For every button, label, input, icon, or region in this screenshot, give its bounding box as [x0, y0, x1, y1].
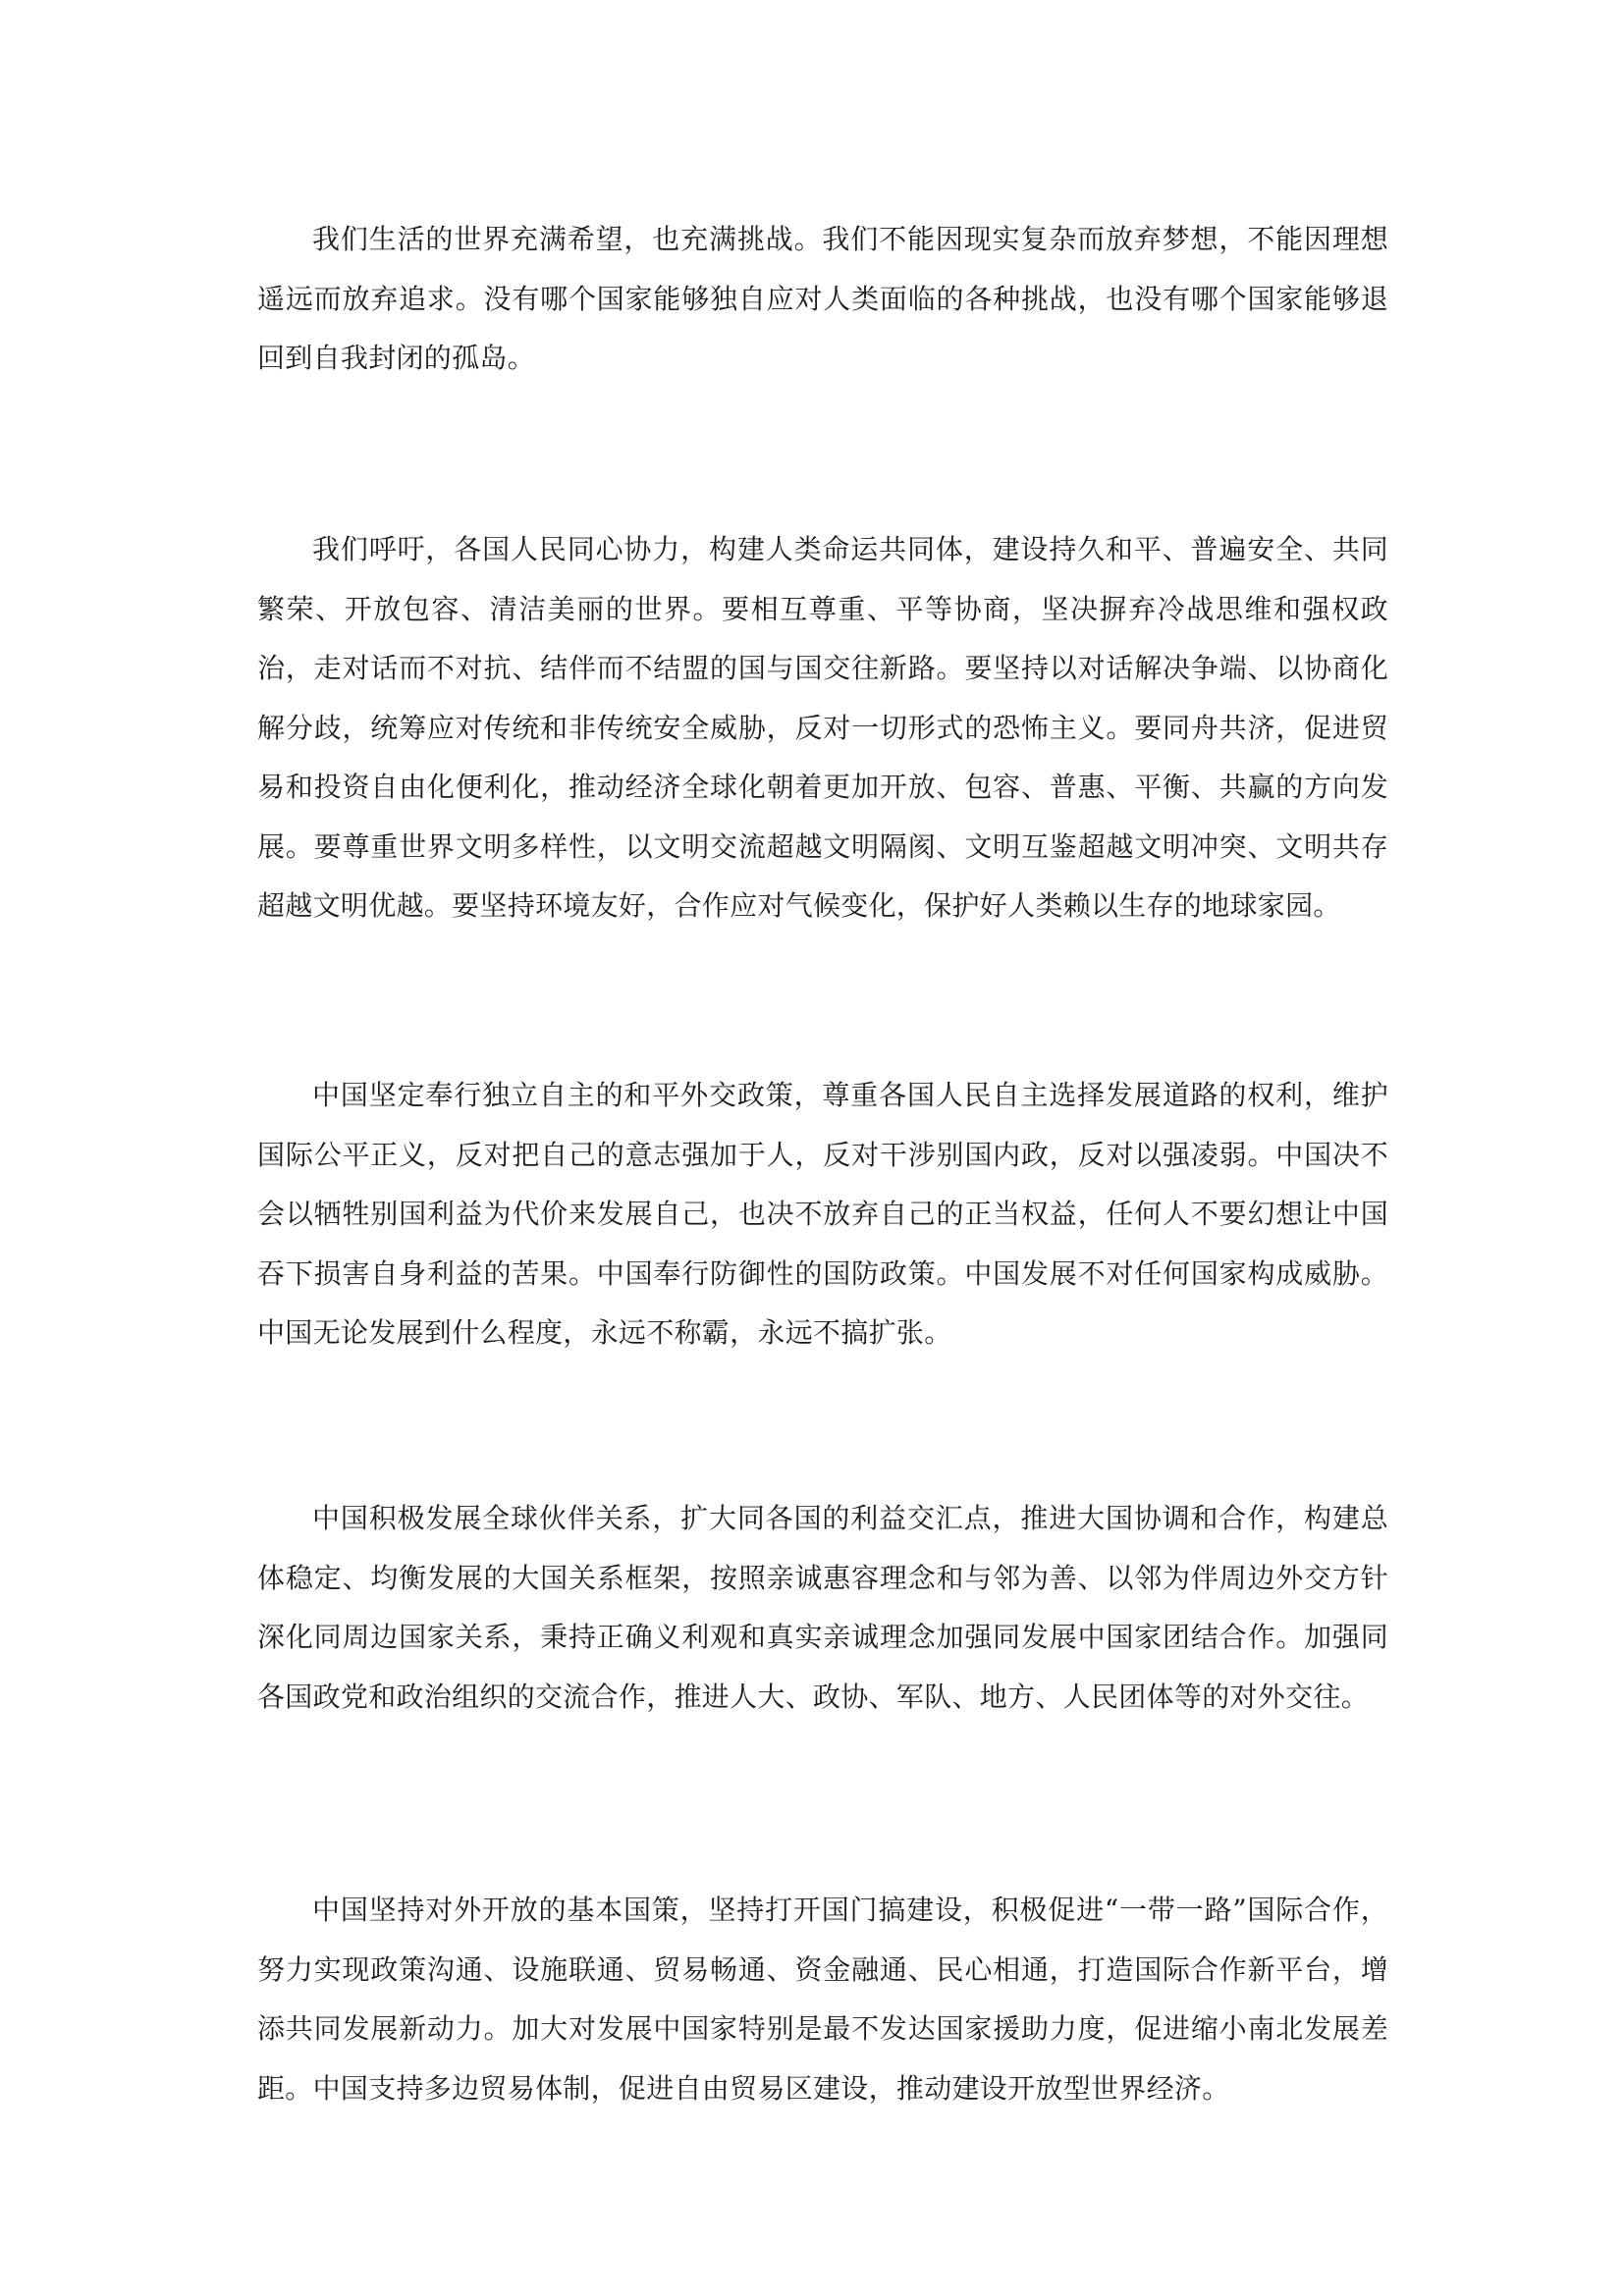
paragraph-peaceful-foreign-policy: 中国坚定奉行独立自主的和平外交政策，尊重各国人民自主选择发展道路的权利，维护国际公平正义，反对把自己的意志强加于人，反对干涉别国内政，反对以强凌弱。中国决不会以牺牲别国利益为代价来发展自己，也决不放弃自己的正当权益，任何人不要幻想让中国吞下损害自身利益的苦果。中国奉行防御性的国防政策。中国发展不对任何国家构成威胁。中国无论发展到什么程度，永远不称霸，永远不搞扩张。: [257, 1079, 1388, 1349]
paragraph-global-partnerships: 中国积极发展全球伙伴关系，扩大同各国的利益交汇点，推进大国协调和合作，构建总体稳定、均衡发展的大国关系框架，按照亲诚惠容理念和与邻为善、以邻为伴周边外交方针深化同周边国家关系，秉持正确义利观和真实亲诚理念加强同发展中国家团结合作。加强同各国政党和政治组织的交流合作，推进人大、政协、军队、地方、人民团体等的对外交往。: [257, 1502, 1388, 1713]
paragraph-opening-up-policy: 中国坚持对外开放的基本国策，坚持打开国门搞建设，积极促进“一带一路”国际合作，努力实现政策沟通、设施联通、贸易畅通、资金融通、民心相通，打造国际合作新平台，增添共同发展新动力。加大对发展中国家特别是最不发达国家援助力度，促进缩小南北发展差距。中国支持多边贸易体制，促进自由贸易区建设，推动建设开放型世界经济。: [257, 1894, 1388, 2105]
paragraph-world-hope-challenges: 我们生活的世界充满希望，也充满挑战。我们不能因现实复杂而放弃梦想，不能因理想遥远而放弃追求。没有哪个国家能够独自应对人类面临的各种挑战，也没有哪个国家能够退回到自我封闭的孤岛。: [257, 223, 1388, 374]
paragraph-community-shared-future: 我们呼吁，各国人民同心协力，构建人类命运共同体，建设持久和平、普遍安全、共同繁荣、开放包容、清洁美丽的世界。要相互尊重、平等协商，坚决摒弃冷战思维和强权政治，走对话而不对抗、结伴而不结盟的国与国交往新路。要坚持以对话解决争端、以协商化解分歧，统筹应对传统和非传统安全威胁，反对一切形式的恐怖主义。要同舟共济，促进贸易和投资自由化便利化，推动经济全球化朝着更加开放、包容、普惠、平衡、共赢的方向发展。要尊重世界文明多样性，以文明交流超越文明隔阂、文明互鉴超越文明冲突、文明共存超越文明优越。要坚持环境友好，合作应对气候变化，保护好人类赖以生存的地球家园。: [257, 533, 1388, 922]
